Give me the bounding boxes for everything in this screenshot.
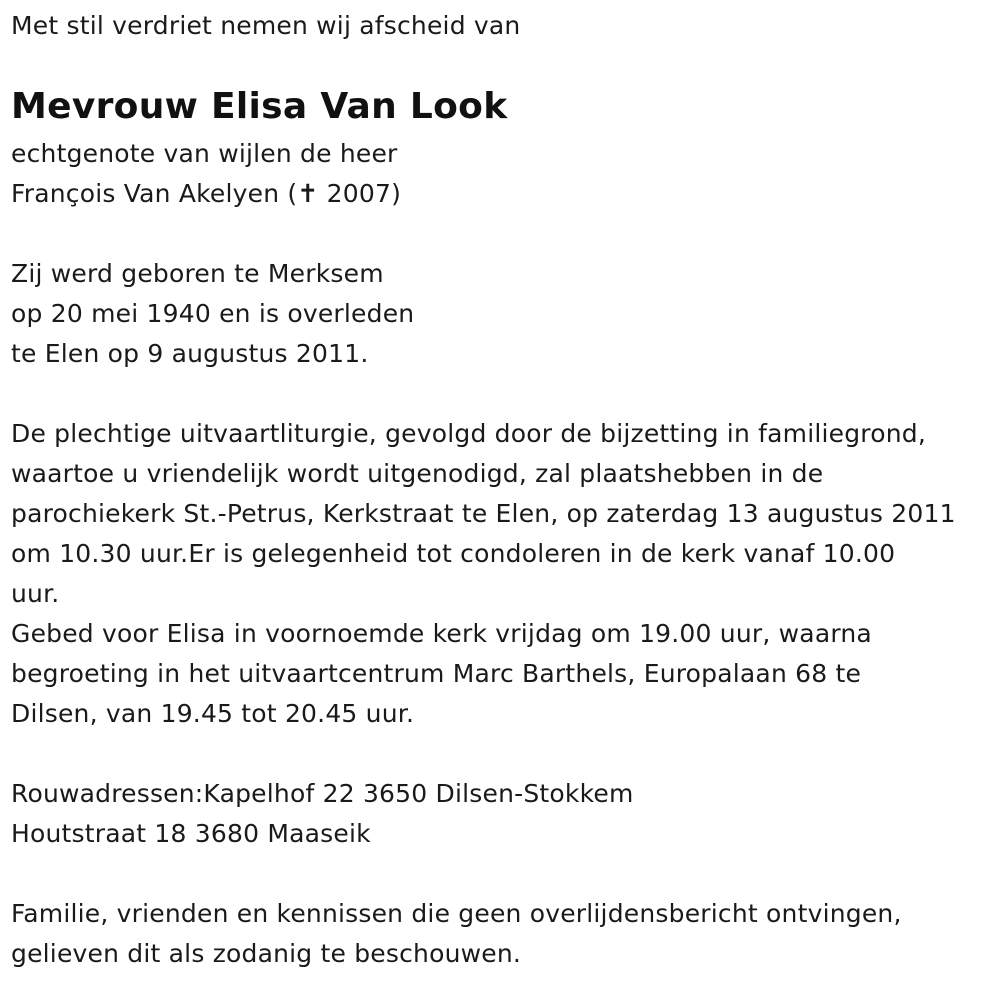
birth-line: op 20 mei 1940 en is overleden xyxy=(11,299,415,328)
funeral-line: De plechtige uitvaartliturgie, gevolgd door de bijzetting in familiegrond, xyxy=(11,419,926,448)
closing-line: gelieven dit als zodanig te beschouwen. xyxy=(11,939,522,968)
funeral-details-block xyxy=(11,414,956,734)
deceased-name: Mevrouw Elisa Van Look xyxy=(11,86,508,127)
funeral-line: waartoe u vriendelijk wordt uitgenodigd, zal plaatshebben in de xyxy=(11,459,824,488)
address-line: Rouwadressen:Kapelhof 22 3650 Dilsen-Stokkem xyxy=(11,779,634,808)
intro-line: Met stil verdriet nemen wij afscheid van xyxy=(11,11,521,40)
birth-line: te Elen op 9 augustus 2011. xyxy=(11,339,369,368)
funeral-line: uur. xyxy=(11,579,60,608)
funeral-line: Gebed voor Elisa in voornoemde kerk vrijdag om 19.00 uur, waarna xyxy=(11,619,872,648)
address-line: Houtstraat 18 3680 Maaseik xyxy=(11,819,371,848)
mourning-addresses-block xyxy=(11,774,634,854)
spouse-line: echtgenote van wijlen de heer xyxy=(11,139,398,168)
funeral-line: begroeting in het uitvaartcentrum Marc Barthels, Europalaan 68 te xyxy=(11,659,862,688)
funeral-line: Dilsen, van 19.45 tot 20.45 uur. xyxy=(11,699,415,728)
birth-line: Zij werd geboren te Merksem xyxy=(11,259,384,288)
closing-note-block xyxy=(11,894,902,974)
spouse-block xyxy=(11,134,401,214)
closing-line: Familie, vrienden en kennissen die geen overlijdensbericht ontvingen, xyxy=(11,899,902,928)
intro-text xyxy=(11,6,520,46)
birth-death-block xyxy=(11,254,414,374)
funeral-line: om 10.30 uur.Er is gelegenheid tot condoleren in de kerk vanaf 10.00 xyxy=(11,539,896,568)
funeral-line: parochiekerk St.-Petrus, Kerkstraat te Elen, op zaterdag 13 augustus 2011 xyxy=(11,499,956,528)
spouse-line: François Van Akelyen (✝ 2007) xyxy=(11,179,402,208)
